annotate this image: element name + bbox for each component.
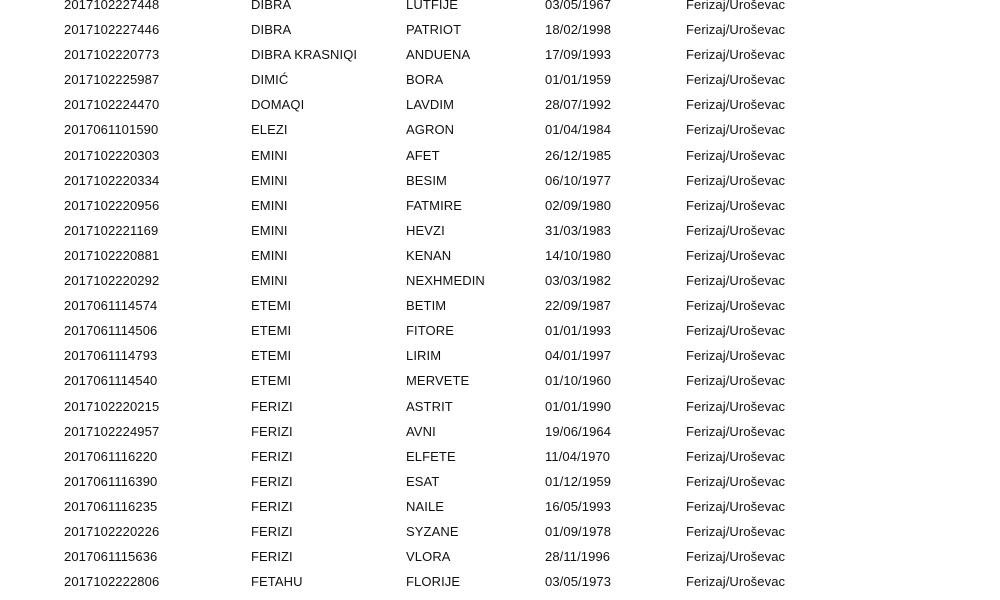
surname-cell: DIMIĆ: [251, 72, 289, 88]
table-row: [0, 519, 1000, 544]
record-id-cell: 2017061116390: [64, 473, 158, 489]
record-id-cell: 2017061116220: [64, 448, 158, 464]
birth-date-cell: 06/10/1977: [545, 172, 612, 188]
record-id-cell: 2017102224470: [64, 97, 160, 113]
surname-cell: ETEMI: [251, 323, 292, 339]
surname-cell: EMINI: [251, 172, 288, 188]
birth-date-cell: 01/12/1959: [545, 473, 612, 489]
birth-date-cell: 22/09/1987: [545, 298, 612, 314]
birth-date-cell: 01/01/1959: [545, 72, 612, 88]
birth-date-cell: 03/05/1967: [545, 0, 612, 12]
table-row: [0, 318, 1000, 343]
table-row: [0, 42, 1000, 67]
table-row: [0, 0, 1000, 17]
first-name-cell: HEVZI: [406, 222, 445, 238]
record-id-cell: 2017061115636: [64, 549, 158, 565]
surname-cell: FERIZI: [251, 473, 293, 489]
first-name-cell: BETIM: [406, 298, 447, 314]
birth-date-cell: 01/01/1993: [545, 323, 612, 339]
municipality-cell: Ferizaj/Uroševac: [686, 222, 786, 238]
municipality-cell: Ferizaj/Uroševac: [686, 473, 786, 489]
first-name-cell: BESIM: [406, 172, 447, 188]
surname-cell: DIBRA: [251, 22, 292, 38]
table-row: [0, 17, 1000, 42]
table-row: [0, 444, 1000, 469]
table-row: [0, 218, 1000, 243]
municipality-cell: Ferizaj/Uroševac: [686, 323, 786, 339]
record-id-cell: 2017102220334: [64, 172, 160, 188]
municipality-cell: Ferizaj/Uroševac: [686, 122, 786, 138]
first-name-cell: LUTFIJE: [406, 0, 458, 12]
first-name-cell: AGRON: [406, 122, 455, 138]
first-name-cell: ELFETE: [406, 448, 456, 464]
birth-date-cell: 31/03/1983: [545, 222, 612, 238]
record-id-cell: 2017102220303: [64, 147, 160, 163]
surname-cell: FERIZI: [251, 498, 293, 514]
municipality-cell: Ferizaj/Uroševac: [686, 348, 786, 364]
table-row: [0, 168, 1000, 193]
municipality-cell: Ferizaj/Uroševac: [686, 172, 786, 188]
municipality-cell: Ferizaj/Uroševac: [686, 398, 786, 414]
municipality-cell: Ferizaj/Uroševac: [686, 22, 786, 38]
birth-date-cell: 28/11/1996: [545, 549, 611, 565]
record-id-cell: 2017102220773: [64, 47, 160, 63]
municipality-cell: Ferizaj/Uroševac: [686, 273, 786, 289]
table-row: [0, 143, 1000, 168]
surname-cell: EMINI: [251, 273, 288, 289]
birth-date-cell: 26/12/1985: [545, 147, 612, 163]
first-name-cell: NAILE: [406, 498, 445, 514]
first-name-cell: VLORA: [406, 549, 451, 565]
municipality-cell: Ferizaj/Uroševac: [686, 574, 786, 590]
surname-cell: ETEMI: [251, 373, 292, 389]
birth-date-cell: 03/03/1982: [545, 273, 612, 289]
birth-date-cell: 11/04/1970: [545, 448, 611, 464]
record-id-cell: 2017102221169: [64, 222, 159, 238]
first-name-cell: FITORE: [406, 323, 455, 339]
table-row: [0, 243, 1000, 268]
municipality-cell: Ferizaj/Uroševac: [686, 298, 786, 314]
municipality-cell: Ferizaj/Uroševac: [686, 549, 786, 565]
record-id-cell: 2017102227446: [64, 22, 160, 38]
record-id-cell: 2017102220881: [64, 247, 160, 263]
surname-cell: DOMAQI: [251, 97, 305, 113]
record-id-cell: 2017061114506: [64, 323, 158, 339]
table-row: [0, 343, 1000, 368]
record-id-cell: 2017061101590: [64, 122, 159, 138]
table-row: [0, 419, 1000, 444]
table-row: [0, 494, 1000, 519]
surname-cell: EMINI: [251, 247, 288, 263]
birth-date-cell: 14/10/1980: [545, 247, 612, 263]
birth-date-cell: 17/09/1993: [545, 47, 612, 63]
birth-date-cell: 02/09/1980: [545, 197, 612, 213]
first-name-cell: ESAT: [406, 473, 440, 489]
surname-cell: FERIZI: [251, 549, 293, 565]
municipality-cell: Ferizaj/Uroševac: [686, 247, 786, 263]
table-row: [0, 544, 1000, 569]
birth-date-cell: 01/09/1978: [545, 523, 612, 539]
record-id-cell: 2017061116235: [64, 498, 158, 514]
municipality-cell: Ferizaj/Uroševac: [686, 373, 786, 389]
birth-date-cell: 01/10/1960: [545, 373, 612, 389]
birth-date-cell: 03/05/1973: [545, 574, 612, 590]
table-row: [0, 569, 1000, 594]
birth-date-cell: 04/01/1997: [545, 348, 612, 364]
surname-cell: ELEZI: [251, 122, 288, 138]
first-name-cell: PATRIOT: [406, 22, 462, 38]
record-id-cell: 2017102222806: [64, 574, 160, 590]
record-id-cell: 2017102220226: [64, 523, 160, 539]
surname-cell: DIBRA KRASNIQI: [251, 47, 358, 63]
table-row: [0, 117, 1000, 142]
first-name-cell: FLORIJE: [406, 574, 461, 590]
surname-cell: DIBRA: [251, 0, 292, 12]
municipality-cell: Ferizaj/Uroševac: [686, 72, 786, 88]
first-name-cell: AFET: [406, 147, 440, 163]
birth-date-cell: 01/01/1990: [545, 398, 612, 414]
table-row: [0, 193, 1000, 218]
first-name-cell: LIRIM: [406, 348, 442, 364]
table-row: [0, 469, 1000, 494]
birth-date-cell: 01/04/1984: [545, 122, 612, 138]
municipality-cell: Ferizaj/Uroševac: [686, 448, 786, 464]
record-id-cell: 2017061114574: [64, 298, 158, 314]
record-id-cell: 2017102220292: [64, 273, 160, 289]
surname-cell: FERIZI: [251, 423, 293, 439]
municipality-cell: Ferizaj/Uroševac: [686, 523, 786, 539]
surname-cell: ETEMI: [251, 348, 292, 364]
municipality-cell: Ferizaj/Uroševac: [686, 423, 786, 439]
municipality-cell: Ferizaj/Uroševac: [686, 147, 786, 163]
municipality-cell: Ferizaj/Uroševac: [686, 498, 786, 514]
first-name-cell: LAVDIM: [406, 97, 455, 113]
first-name-cell: SYZANE: [406, 523, 459, 539]
municipality-cell: Ferizaj/Uroševac: [686, 97, 786, 113]
surname-cell: FERIZI: [251, 523, 293, 539]
first-name-cell: ANDUENA: [406, 47, 471, 63]
municipality-cell: Ferizaj/Uroševac: [686, 47, 786, 63]
municipality-cell: Ferizaj/Uroševac: [686, 0, 786, 12]
surname-cell: FERIZI: [251, 448, 293, 464]
record-id-cell: 2017102225987: [64, 72, 160, 88]
surname-cell: EMINI: [251, 147, 288, 163]
record-id-cell: 2017061114540: [64, 373, 158, 389]
first-name-cell: BORA: [406, 72, 444, 88]
record-id-cell: 2017061114793: [64, 348, 158, 364]
record-id-cell: 2017102227448: [64, 0, 160, 12]
table-row: [0, 67, 1000, 92]
first-name-cell: MERVETE: [406, 373, 470, 389]
birth-date-cell: 28/07/1992: [545, 97, 612, 113]
table-row: [0, 293, 1000, 318]
municipality-cell: Ferizaj/Uroševac: [686, 197, 786, 213]
record-id-cell: 2017102224957: [64, 423, 160, 439]
table-row: [0, 92, 1000, 117]
birth-date-cell: 16/05/1993: [545, 498, 612, 514]
first-name-cell: NEXHMEDIN: [406, 273, 485, 289]
first-name-cell: FATMIRE: [406, 197, 463, 213]
table-row: [0, 394, 1000, 419]
table-row: [0, 368, 1000, 393]
surname-cell: EMINI: [251, 197, 288, 213]
surname-cell: FETAHU: [251, 574, 303, 590]
birth-date-cell: 19/06/1964: [545, 423, 612, 439]
surname-cell: ETEMI: [251, 298, 292, 314]
surname-cell: FERIZI: [251, 398, 293, 414]
record-id-cell: 2017102220956: [64, 197, 160, 213]
surname-cell: EMINI: [251, 222, 288, 238]
first-name-cell: AVNI: [406, 423, 436, 439]
first-name-cell: KENAN: [406, 247, 452, 263]
record-id-cell: 2017102220215: [64, 398, 160, 414]
first-name-cell: ASTRIT: [406, 398, 453, 414]
birth-date-cell: 18/02/1998: [545, 22, 612, 38]
table-row: [0, 268, 1000, 293]
